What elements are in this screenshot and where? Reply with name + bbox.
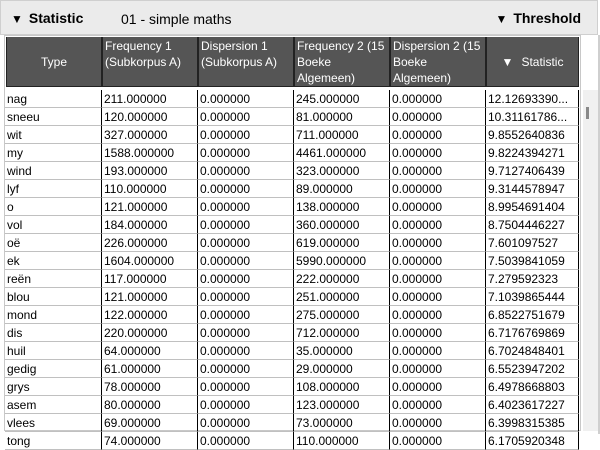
table-row[interactable] xyxy=(5,432,582,450)
cell-dispersion-2: 0.000000 xyxy=(390,270,486,288)
table-row[interactable] xyxy=(5,198,582,216)
cell-dispersion-1: 0.000000 xyxy=(198,108,294,126)
cell-dispersion-2: 0.000000 xyxy=(390,108,486,126)
cell-dispersion-1: 0.000000 xyxy=(198,378,294,396)
table-row[interactable] xyxy=(5,162,582,180)
column-header-statistic[interactable] xyxy=(486,37,579,87)
cell-dispersion-2: 0.000000 xyxy=(390,324,486,342)
cell-statistic: 12.12693390... xyxy=(486,90,579,108)
cell-frequency-1: 121.000000 xyxy=(102,198,198,216)
cell-type: my xyxy=(5,144,102,162)
cell-frequency-1: 184.000000 xyxy=(102,216,198,234)
cell-frequency-2: 89.000000 xyxy=(294,180,390,198)
table-row[interactable] xyxy=(5,234,582,252)
cell-frequency-1: 1604.000000 xyxy=(102,252,198,270)
cell-frequency-2: 81.000000 xyxy=(294,108,390,126)
column-header-dispersion-1[interactable] xyxy=(198,37,294,87)
cell-dispersion-2: 0.000000 xyxy=(390,126,486,144)
cell-dispersion-1: 0.000000 xyxy=(198,144,294,162)
table-row[interactable] xyxy=(5,378,582,396)
cell-type: dis xyxy=(5,324,102,342)
cell-type: gedig xyxy=(5,360,102,378)
cell-frequency-1: 226.000000 xyxy=(102,234,198,252)
cell-statistic: 6.5523947202 xyxy=(486,360,579,378)
cell-type: blou xyxy=(5,288,102,306)
cell-frequency-1: 80.000000 xyxy=(102,396,198,414)
cell-dispersion-1: 0.000000 xyxy=(198,342,294,360)
table-row[interactable] xyxy=(5,414,582,432)
cell-type: vol xyxy=(5,216,102,234)
statistic-method: 01 - simple maths xyxy=(121,11,232,27)
table-row[interactable] xyxy=(5,396,582,414)
column-header-dispersion-2[interactable] xyxy=(390,37,486,87)
vertical-scrollbar[interactable] xyxy=(583,90,598,431)
threshold-label: Threshold xyxy=(513,10,581,26)
cell-frequency-1: 110.000000 xyxy=(102,180,198,198)
cell-frequency-2: 35.000000 xyxy=(294,342,390,360)
cell-dispersion-2: 0.000000 xyxy=(390,216,486,234)
cell-dispersion-2: 0.000000 xyxy=(390,198,486,216)
cell-dispersion-1: 0.000000 xyxy=(198,270,294,288)
statistic-toggle[interactable] xyxy=(11,10,83,26)
cell-statistic: 7.5039841059 xyxy=(486,252,579,270)
column-header-frequency-1[interactable] xyxy=(102,37,198,87)
cell-dispersion-1: 0.000000 xyxy=(198,90,294,108)
cell-dispersion-1: 0.000000 xyxy=(198,360,294,378)
scrollbar-thumb[interactable] xyxy=(586,107,589,119)
cell-type: asem xyxy=(5,396,102,414)
cell-frequency-1: 193.000000 xyxy=(102,162,198,180)
cell-type: wit xyxy=(5,126,102,144)
table-row[interactable] xyxy=(5,306,582,324)
cell-frequency-2: 619.000000 xyxy=(294,234,390,252)
cell-statistic: 6.4978668803 xyxy=(486,378,579,396)
cell-dispersion-2: 0.000000 xyxy=(390,162,486,180)
table-row[interactable] xyxy=(5,216,582,234)
cell-type: mond xyxy=(5,306,102,324)
cell-frequency-2: 108.000000 xyxy=(294,378,390,396)
cell-dispersion-2: 0.000000 xyxy=(390,288,486,306)
cell-statistic: 6.8522751679 xyxy=(486,306,579,324)
cell-frequency-2: 712.000000 xyxy=(294,324,390,342)
cell-dispersion-1: 0.000000 xyxy=(198,234,294,252)
table-row[interactable] xyxy=(5,180,582,198)
table-row[interactable] xyxy=(5,252,582,270)
cell-dispersion-1: 0.000000 xyxy=(198,414,294,432)
cell-statistic: 9.3144578947 xyxy=(486,180,579,198)
cell-type: o xyxy=(5,198,102,216)
cell-statistic: 7.1039865444 xyxy=(486,288,579,306)
cell-type: sneeu xyxy=(5,108,102,126)
table-row[interactable] xyxy=(5,324,582,342)
column-header-label: Dispersion 2 (15 Boeke Algemeen) xyxy=(393,39,481,85)
column-header-label: Dispersion 1 (Subkorpus A) xyxy=(201,39,278,69)
sort-descending-icon: ▼ xyxy=(501,54,514,69)
cell-dispersion-2: 0.000000 xyxy=(390,360,486,378)
results-toolbar xyxy=(0,0,598,35)
cell-statistic: 7.601097527 xyxy=(486,234,579,252)
cell-frequency-1: 69.000000 xyxy=(102,414,198,432)
cell-dispersion-2: 0.000000 xyxy=(390,144,486,162)
triangle-down-icon: ▼ xyxy=(495,12,508,26)
cell-frequency-2: 245.000000 xyxy=(294,90,390,108)
cell-dispersion-1: 0.000000 xyxy=(198,126,294,144)
statistic-label: Statistic xyxy=(28,10,84,26)
table-row[interactable] xyxy=(5,126,582,144)
cell-dispersion-2: 0.000000 xyxy=(390,234,486,252)
cell-dispersion-1: 0.000000 xyxy=(198,216,294,234)
cell-type: vlees xyxy=(5,414,102,432)
cell-dispersion-2: 0.000000 xyxy=(390,252,486,270)
cell-type: ek xyxy=(5,252,102,270)
cell-frequency-1: 78.000000 xyxy=(102,378,198,396)
cell-frequency-2: 138.000000 xyxy=(294,198,390,216)
cell-statistic: 6.3998315385 xyxy=(486,414,579,432)
cell-type: nag xyxy=(5,90,102,108)
cell-frequency-2: 123.000000 xyxy=(294,396,390,414)
cell-statistic: 9.8224394271 xyxy=(486,144,579,162)
column-header-frequency-2[interactable] xyxy=(294,37,390,87)
cell-dispersion-2: 0.000000 xyxy=(390,306,486,324)
cell-frequency-2: 29.000000 xyxy=(294,360,390,378)
cell-frequency-2: 73.000000 xyxy=(294,414,390,432)
cell-statistic: 6.4023617227 xyxy=(486,396,579,414)
cell-dispersion-2: 0.000000 xyxy=(390,396,486,414)
cell-dispersion-2: 0.000000 xyxy=(390,414,486,432)
cell-statistic: 9.8552640836 xyxy=(486,126,579,144)
cell-dispersion-1: 0.000000 xyxy=(198,306,294,324)
threshold-toggle[interactable] xyxy=(495,10,581,26)
column-header-type[interactable] xyxy=(6,37,102,87)
cell-frequency-2: 711.000000 xyxy=(294,126,390,144)
cell-frequency-1: 120.000000 xyxy=(102,108,198,126)
cell-dispersion-2: 0.000000 xyxy=(390,432,486,450)
table-row[interactable] xyxy=(5,270,582,288)
cell-statistic: 9.7127406439 xyxy=(486,162,579,180)
cell-statistic: 6.7024848401 xyxy=(486,342,579,360)
cell-frequency-1: 220.000000 xyxy=(102,324,198,342)
cell-dispersion-1: 0.000000 xyxy=(198,432,294,450)
cell-frequency-1: 74.000000 xyxy=(102,432,198,450)
cell-frequency-1: 327.000000 xyxy=(102,126,198,144)
cell-frequency-1: 121.000000 xyxy=(102,288,198,306)
cell-statistic: 8.7504446227 xyxy=(486,216,579,234)
column-header-label: Type xyxy=(40,54,67,69)
cell-dispersion-2: 0.000000 xyxy=(390,180,486,198)
cell-frequency-1: 64.000000 xyxy=(102,342,198,360)
cell-frequency-1: 61.000000 xyxy=(102,360,198,378)
cell-dispersion-1: 0.000000 xyxy=(198,180,294,198)
cell-frequency-1: 1588.000000 xyxy=(102,144,198,162)
cell-frequency-2: 251.000000 xyxy=(294,288,390,306)
cell-dispersion-1: 0.000000 xyxy=(198,396,294,414)
cell-dispersion-1: 0.000000 xyxy=(198,162,294,180)
cell-dispersion-2: 0.000000 xyxy=(390,90,486,108)
cell-statistic: 6.1705920348 xyxy=(486,432,579,450)
cell-dispersion-2: 0.000000 xyxy=(390,342,486,360)
cell-dispersion-1: 0.000000 xyxy=(198,198,294,216)
cell-statistic: 10.31161786... xyxy=(486,108,579,126)
column-header-label: Frequency 2 (15 Boeke Algemeen) xyxy=(297,39,385,85)
cell-frequency-2: 275.000000 xyxy=(294,306,390,324)
table-row[interactable] xyxy=(5,144,582,162)
column-header-label: Frequency 1 (Subkorpus A) xyxy=(105,39,182,69)
cell-type: tong xyxy=(5,432,102,450)
table-header xyxy=(5,36,582,89)
cell-frequency-1: 211.000000 xyxy=(102,90,198,108)
cell-type: huil xyxy=(5,342,102,360)
cell-frequency-2: 110.000000 xyxy=(294,432,390,450)
cell-type: wind xyxy=(5,162,102,180)
cell-frequency-1: 117.000000 xyxy=(102,270,198,288)
cell-frequency-2: 360.000000 xyxy=(294,216,390,234)
table-row[interactable] xyxy=(5,90,582,108)
cell-frequency-2: 323.000000 xyxy=(294,162,390,180)
table-row[interactable] xyxy=(5,342,582,360)
column-header-label: Statistic xyxy=(521,54,564,69)
cell-frequency-2: 5990.000000 xyxy=(294,252,390,270)
cell-frequency-2: 222.000000 xyxy=(294,270,390,288)
results-table xyxy=(4,35,581,448)
table-row[interactable] xyxy=(5,288,582,306)
triangle-down-icon: ▼ xyxy=(11,12,23,26)
table-row[interactable] xyxy=(5,360,582,378)
cell-dispersion-1: 0.000000 xyxy=(198,324,294,342)
cell-type: lyf xyxy=(5,180,102,198)
cell-type: oë xyxy=(5,234,102,252)
cell-type: reën xyxy=(5,270,102,288)
cell-frequency-1: 122.000000 xyxy=(102,306,198,324)
cell-statistic: 7.279592323 xyxy=(486,270,579,288)
cell-type: grys xyxy=(5,378,102,396)
cell-dispersion-1: 0.000000 xyxy=(198,288,294,306)
cell-dispersion-2: 0.000000 xyxy=(390,378,486,396)
cell-statistic: 6.7176769869 xyxy=(486,324,579,342)
cell-frequency-2: 4461.000000 xyxy=(294,144,390,162)
cell-statistic: 8.9954691404 xyxy=(486,198,579,216)
cell-dispersion-1: 0.000000 xyxy=(198,252,294,270)
table-row[interactable] xyxy=(5,108,582,126)
